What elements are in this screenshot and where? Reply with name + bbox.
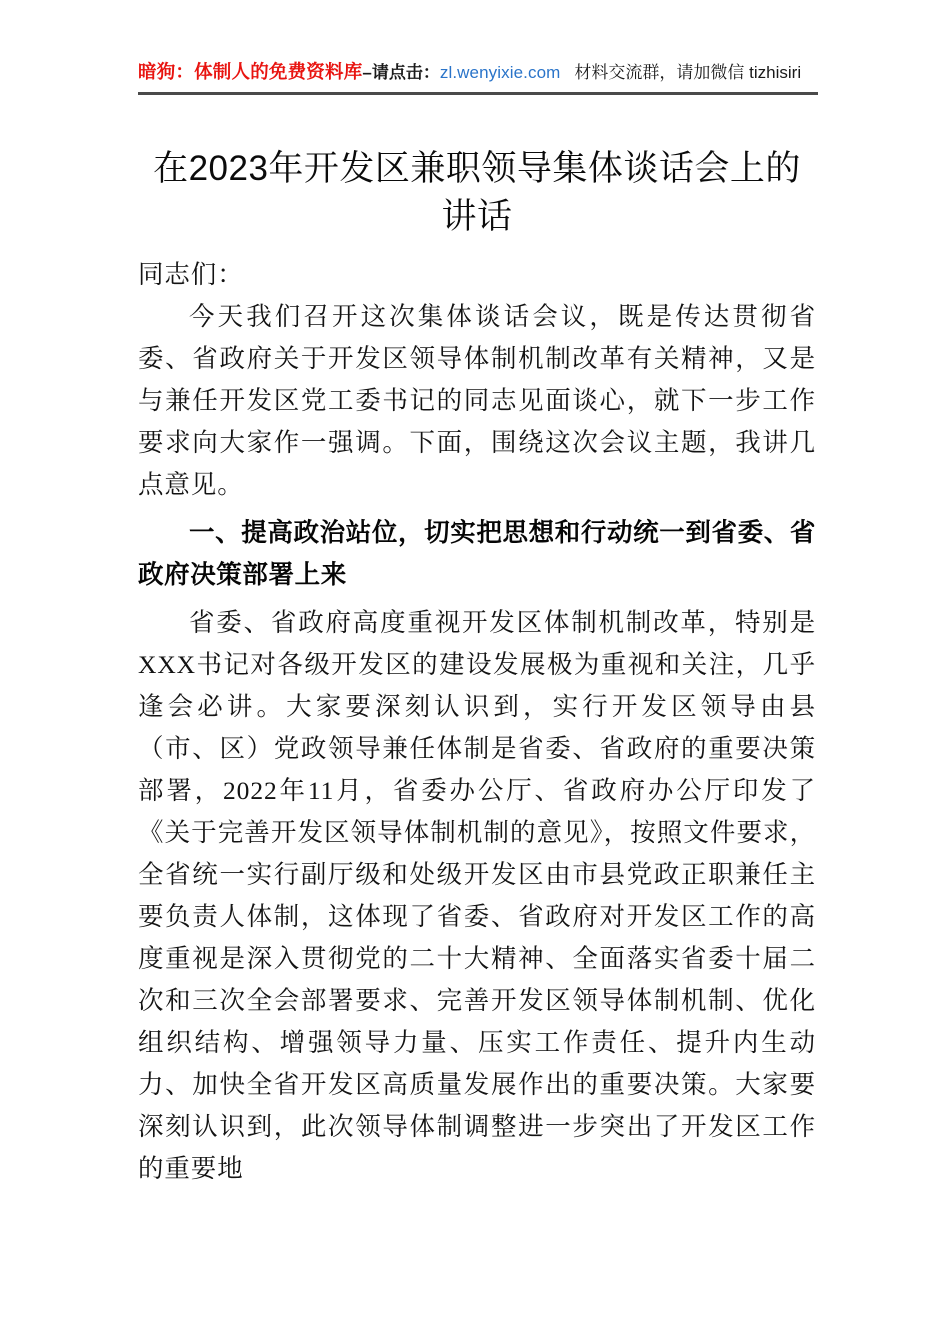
document-title: 在2023年开发区兼职领导集体谈话会上的讲话 <box>153 149 801 237</box>
promo-banner-line <box>138 58 818 87</box>
document-body <box>138 254 816 1190</box>
promo-banner <box>138 58 818 87</box>
salutation-line: 同志们： <box>138 260 244 289</box>
promo-wechat-text: 材料交流群，请加微信 tizhisiri <box>574 63 802 82</box>
header-divider-rule <box>138 92 818 95</box>
promo-click-prompt: –请点击： <box>362 63 440 82</box>
promo-site-link[interactable]: zl.wenyixie.com <box>439 63 561 82</box>
paragraph-opening: 今天我们召开这次集体谈话会议，既是传达贯彻省委、省政府关于开发区领导体制机制改革有关精神，又是与兼任开发区党工委书记的同志见面谈心，就下一步工作要求向大家作一强调。下面，围绕这次会议主题，我讲几点意见。 <box>138 302 816 499</box>
paragraph-section-one-body: 省委、省政府高度重视开发区体制机制改革，特别是XXX书记对各级开发区的建设发展极为重视和关注，几乎逢会必讲。大家要深刻认识到，实行开发区领导由县（市、区）党政领导兼任体制是省委、省政府的重要决策部署，2022年11月，省委办公厅、省政府办公厅印发了《关于完善开发区领导体制机制的意见》，按照文件要求，全省统一实行副厅级和处级开发区由市县党政正职兼任主要负责人体制，这体现了省委、省政府对开发区工作的高度重视是深入贯彻党的二十大精神、全面落实省委十届二次和三次全会部署要求、完善开发区领导体制机制、优化组织结构、增强领导力量、压实工作责任、提升内生动力、加快全省开发区高质量发展作出的重要决策。大家要深刻认识到，此次领导体制调整进一步突出了开发区工作的重要地 <box>138 608 816 1183</box>
promo-brand-text: 暗狗：体制人的免费资料库 <box>138 61 363 82</box>
section-heading-one: 一、提高政治站位，切实把思想和行动统一到省委、省政府决策部署上来 <box>138 519 816 589</box>
